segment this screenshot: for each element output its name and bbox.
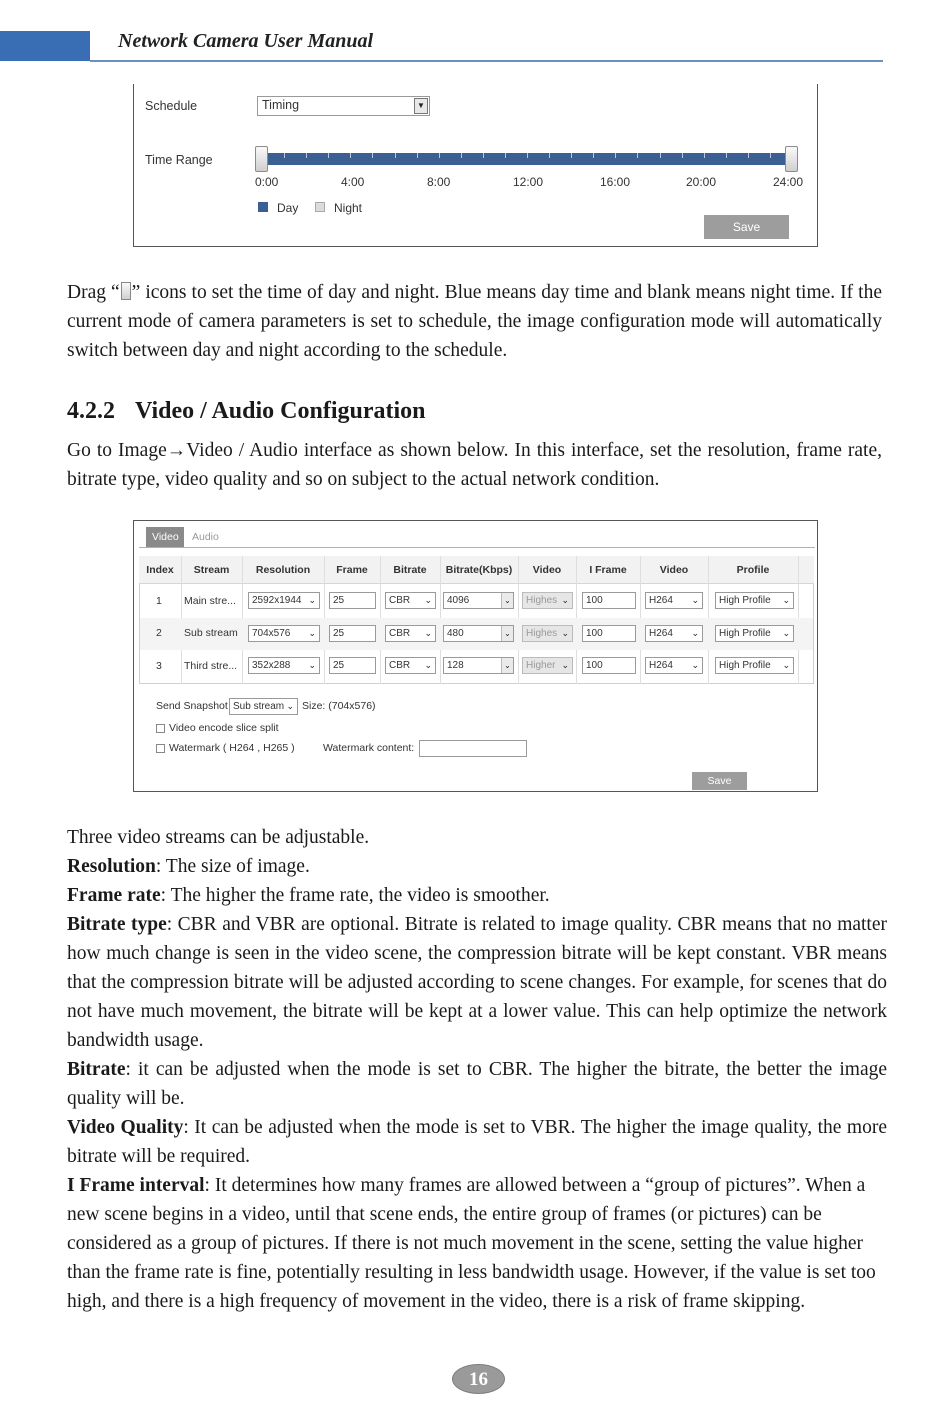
slider-tick: [350, 153, 351, 158]
iframe-interval-input[interactable]: 100: [582, 657, 636, 674]
chevron-down-icon: ⌄: [424, 595, 432, 605]
video-quality-select[interactable]: [522, 625, 573, 642]
row-index: 2: [156, 627, 162, 639]
video-codec-select[interactable]: [645, 657, 703, 674]
column-header: Bitrate(Kbps): [445, 564, 513, 576]
video-save-button[interactable]: Save: [692, 772, 747, 790]
watermark-label: Watermark ( H264 , H265 ): [169, 742, 295, 754]
tick-label: 20:00: [686, 175, 717, 189]
bitrate-type-value: CBR: [389, 660, 411, 671]
slider-tick: [505, 153, 506, 158]
slider-tick: [748, 153, 749, 158]
definition-text: : It determines how many frames are allowed between a “group of pictures”. When a new scene begins in a video, until that scene ends, the entire group of frames (or pictures) can be considered as a group of pictures. If there is not much movement in the scene, setting the value higher than the frame rate is fine, potentially resulting in less bandwidth usage. However, if the value is set too high, and there is a high frequency of movement in the video, there is a risk of frame skipping.: [67, 1175, 876, 1312]
resolution-select[interactable]: [248, 592, 320, 609]
tick-label: 8:00: [427, 175, 451, 189]
bitrate-type-value: CBR: [389, 628, 411, 639]
drag-instructions-paragraph: [67, 278, 882, 365]
video-quality-value: Highes: [526, 595, 558, 606]
section-number: 4.2.2: [67, 398, 115, 424]
chevron-down-icon: ⌄: [561, 660, 569, 670]
chevron-down-icon: ⌄: [501, 658, 513, 673]
snapshot-stream-select[interactable]: [229, 698, 298, 715]
definition-term: Video Quality: [67, 1117, 184, 1138]
row-stream: Third stre...: [184, 660, 238, 672]
schedule-select-value: Timing: [262, 98, 300, 112]
bitrate-type-select[interactable]: [385, 625, 436, 642]
slider-tick: [682, 153, 683, 158]
chevron-down-icon: ⌄: [782, 628, 790, 638]
slider-tick: [461, 153, 462, 158]
row-index: 1: [156, 595, 162, 607]
section-title: Video / Audio Configuration: [135, 398, 426, 424]
chevron-down-icon: ⌄: [561, 628, 569, 638]
slider-tick: [615, 153, 616, 158]
frame-rate-input[interactable]: 25: [329, 592, 376, 609]
definition-item: [67, 852, 887, 881]
tabs-divider: [139, 547, 815, 548]
slider-tick: [726, 153, 727, 158]
para1-prefix: Drag “: [67, 282, 120, 303]
column-header: Profile: [736, 564, 770, 576]
night-legend-swatch: [315, 202, 325, 212]
chevron-down-icon: ⌄: [424, 628, 432, 638]
iframe-interval-input[interactable]: 100: [582, 592, 636, 609]
tick-label: 24:00: [773, 175, 804, 189]
video-codec-value: H264: [649, 595, 673, 606]
video-codec-value: H264: [649, 628, 673, 639]
video-codec-value: H264: [649, 660, 673, 671]
snapshot-stream-value: Sub stream: [233, 701, 285, 712]
watermark-checkbox[interactable]: [156, 744, 165, 753]
slider-tick: [284, 153, 285, 158]
slider-tick: [571, 153, 572, 158]
slider-handle-icon: [121, 282, 131, 300]
column-header: Video: [659, 564, 689, 576]
night-legend-label: Night: [334, 201, 363, 215]
slider-tick: [372, 153, 373, 158]
bitrate-kbps-combo[interactable]: [443, 625, 514, 642]
row-stream: Sub stream: [184, 627, 238, 639]
chevron-down-icon: ⌄: [308, 595, 316, 605]
video-codec-select[interactable]: [645, 592, 703, 609]
schedule-label: Schedule: [145, 99, 198, 113]
chevron-down-icon: ⌄: [782, 660, 790, 670]
slider-tick: [417, 153, 418, 158]
video-codec-select[interactable]: [645, 625, 703, 642]
day-legend-label: Day: [277, 201, 299, 215]
resolution-select[interactable]: [248, 657, 320, 674]
profile-value: High Profile: [719, 595, 771, 606]
tick-label: 4:00: [341, 175, 365, 189]
definition-item: [67, 1055, 887, 1113]
time-range-start-handle[interactable]: [255, 146, 268, 172]
slider-tick: [306, 153, 307, 158]
definition-text: : CBR and VBR are optional. Bitrate is related to image quality. CBR means that no matter how much change is seen in the video scene, the compression bitrate will be kept constant. VBR means that the compression bitrate will be adjusted according to scene changes. For example, for scenes that do not have much movement, the bitrate will be kept at a lower value. This can help optimize the network bandwidth usage.: [67, 914, 887, 1051]
schedule-select[interactable]: [257, 96, 430, 116]
tick-label: 12:00: [513, 175, 544, 189]
column-header: I Frame: [589, 564, 627, 576]
definition-item: [67, 1113, 887, 1171]
profile-select[interactable]: [715, 657, 794, 674]
profile-select[interactable]: [715, 625, 794, 642]
time-range-label: Time Range: [145, 153, 213, 167]
day-legend-swatch: [258, 202, 268, 212]
definitions-list: [67, 852, 887, 1316]
slider-tick: [770, 153, 771, 158]
slider-tick: [395, 153, 396, 158]
definition-text: : The higher the frame rate, the video is smoother.: [160, 885, 550, 906]
bitrate-kbps-value: 128: [447, 660, 464, 671]
slider-tick: [660, 153, 661, 158]
definition-text: : The size of image.: [155, 856, 310, 877]
profile-select[interactable]: [715, 592, 794, 609]
watermark-content-label: Watermark content:: [323, 742, 415, 754]
chevron-down-icon: ⌄: [501, 626, 513, 641]
column-header: Video: [532, 564, 562, 576]
slider-tick: [483, 153, 484, 158]
video-quality-select[interactable]: [522, 657, 573, 674]
chevron-down-icon: ⌄: [561, 595, 569, 605]
slider-tick: [328, 153, 329, 158]
definition-text: : It can be adjusted when the mode is set to VBR. The higher the image quality, the more bitrate will be required.: [67, 1117, 887, 1167]
tick-label: 0:00: [255, 175, 279, 189]
video-quality-select[interactable]: [522, 592, 573, 609]
slice-split-label: Video encode slice split: [169, 722, 279, 734]
watermark-content-input[interactable]: [419, 740, 527, 757]
resolution-select[interactable]: [248, 625, 320, 642]
tab-audio[interactable]: Audio: [192, 531, 219, 543]
video-quality-value: Highes: [526, 628, 558, 639]
row-index: 3: [156, 660, 162, 672]
chevron-down-icon: ⌄: [691, 628, 699, 638]
definition-item: [67, 1171, 887, 1316]
slider-tick: [549, 153, 550, 158]
definition-text: : it can be adjusted when the mode is set to CBR. The higher the bitrate, the better the image quality will be.: [67, 1059, 887, 1109]
column-header: Index: [146, 564, 174, 576]
resolution-value: 2592x1944: [252, 595, 302, 606]
definition-term: Resolution: [67, 856, 156, 877]
resolution-value: 704x576: [252, 628, 291, 639]
chevron-down-icon: ⌄: [782, 595, 790, 605]
chevron-down-icon: ⌄: [424, 660, 432, 670]
chevron-down-icon: ⌄: [286, 701, 294, 711]
definition-term: Bitrate type: [67, 914, 167, 935]
tick-label: 16:00: [600, 175, 631, 189]
slider-tick: [593, 153, 594, 158]
header-rule: [90, 60, 883, 62]
bitrate-kbps-combo[interactable]: [443, 657, 514, 674]
frame-rate-input[interactable]: 25: [329, 657, 376, 674]
slider-tick: [439, 153, 440, 158]
column-header: Frame: [336, 564, 368, 576]
slice-split-checkbox[interactable]: [156, 724, 165, 733]
definition-term: Frame rate: [67, 885, 161, 906]
definition-item: [67, 881, 887, 910]
frame-rate-input[interactable]: 25: [329, 625, 376, 642]
bitrate-kbps-combo[interactable]: [443, 592, 514, 609]
bitrate-type-select[interactable]: [385, 657, 436, 674]
section-heading: [67, 398, 426, 425]
chevron-down-icon: ▼: [414, 98, 428, 114]
bitrate-kbps-value: 4096: [447, 595, 470, 606]
definition-item: [67, 910, 887, 1055]
iframe-interval-input[interactable]: 100: [582, 625, 636, 642]
chevron-down-icon: ⌄: [308, 628, 316, 638]
slider-tick: [637, 153, 638, 158]
row-stream: Main stre...: [184, 595, 236, 607]
tab-video[interactable]: Video: [146, 527, 184, 547]
para2-text2: Video / Audio interface as shown below. In this interface, set the resolution, frame rate, bitrate type, video quality and so on subject to the actual network condition.: [67, 440, 882, 490]
schedule-save-button[interactable]: Save: [704, 215, 789, 239]
slider-tick: [704, 153, 705, 158]
resolution-value: 352x288: [252, 660, 291, 671]
chevron-down-icon: ⌄: [308, 660, 316, 670]
header-accent-bar: [0, 31, 90, 61]
definition-term: Bitrate: [67, 1059, 126, 1080]
chevron-down-icon: ⌄: [501, 593, 513, 608]
send-snapshot-label: Send Snapshot: [156, 700, 228, 712]
profile-value: High Profile: [719, 628, 771, 639]
bitrate-type-value: CBR: [389, 595, 411, 606]
header-title: Network Camera User Manual: [118, 30, 374, 52]
right-arrow-icon: →: [166, 440, 187, 461]
column-header: Resolution: [255, 564, 311, 576]
profile-value: High Profile: [719, 660, 771, 671]
video-audio-intro-paragraph: [67, 436, 882, 494]
stream-intro: Three video streams can be adjustable.: [67, 827, 370, 848]
video-quality-value: Higher: [526, 660, 556, 671]
slider-tick: [527, 153, 528, 158]
para2-text1: Go to Image: [67, 440, 167, 461]
snapshot-size: Size: (704x576): [302, 700, 376, 712]
time-range-end-handle[interactable]: [785, 146, 798, 172]
column-header: Stream: [193, 564, 230, 576]
bitrate-kbps-value: 480: [447, 628, 464, 639]
column-header: Bitrate: [393, 564, 427, 576]
page-number: 16: [452, 1364, 505, 1394]
chevron-down-icon: ⌄: [691, 595, 699, 605]
para1-suffix: ” icons to set the time of day and night. Blue means day time and blank means night time. If the current mode of camera parameters is set to schedule, the image configuration mode will automatically switch between day and night according to the schedule.: [67, 282, 883, 361]
definition-term: I Frame interval: [67, 1175, 205, 1196]
bitrate-type-select[interactable]: [385, 592, 436, 609]
chevron-down-icon: ⌄: [691, 660, 699, 670]
